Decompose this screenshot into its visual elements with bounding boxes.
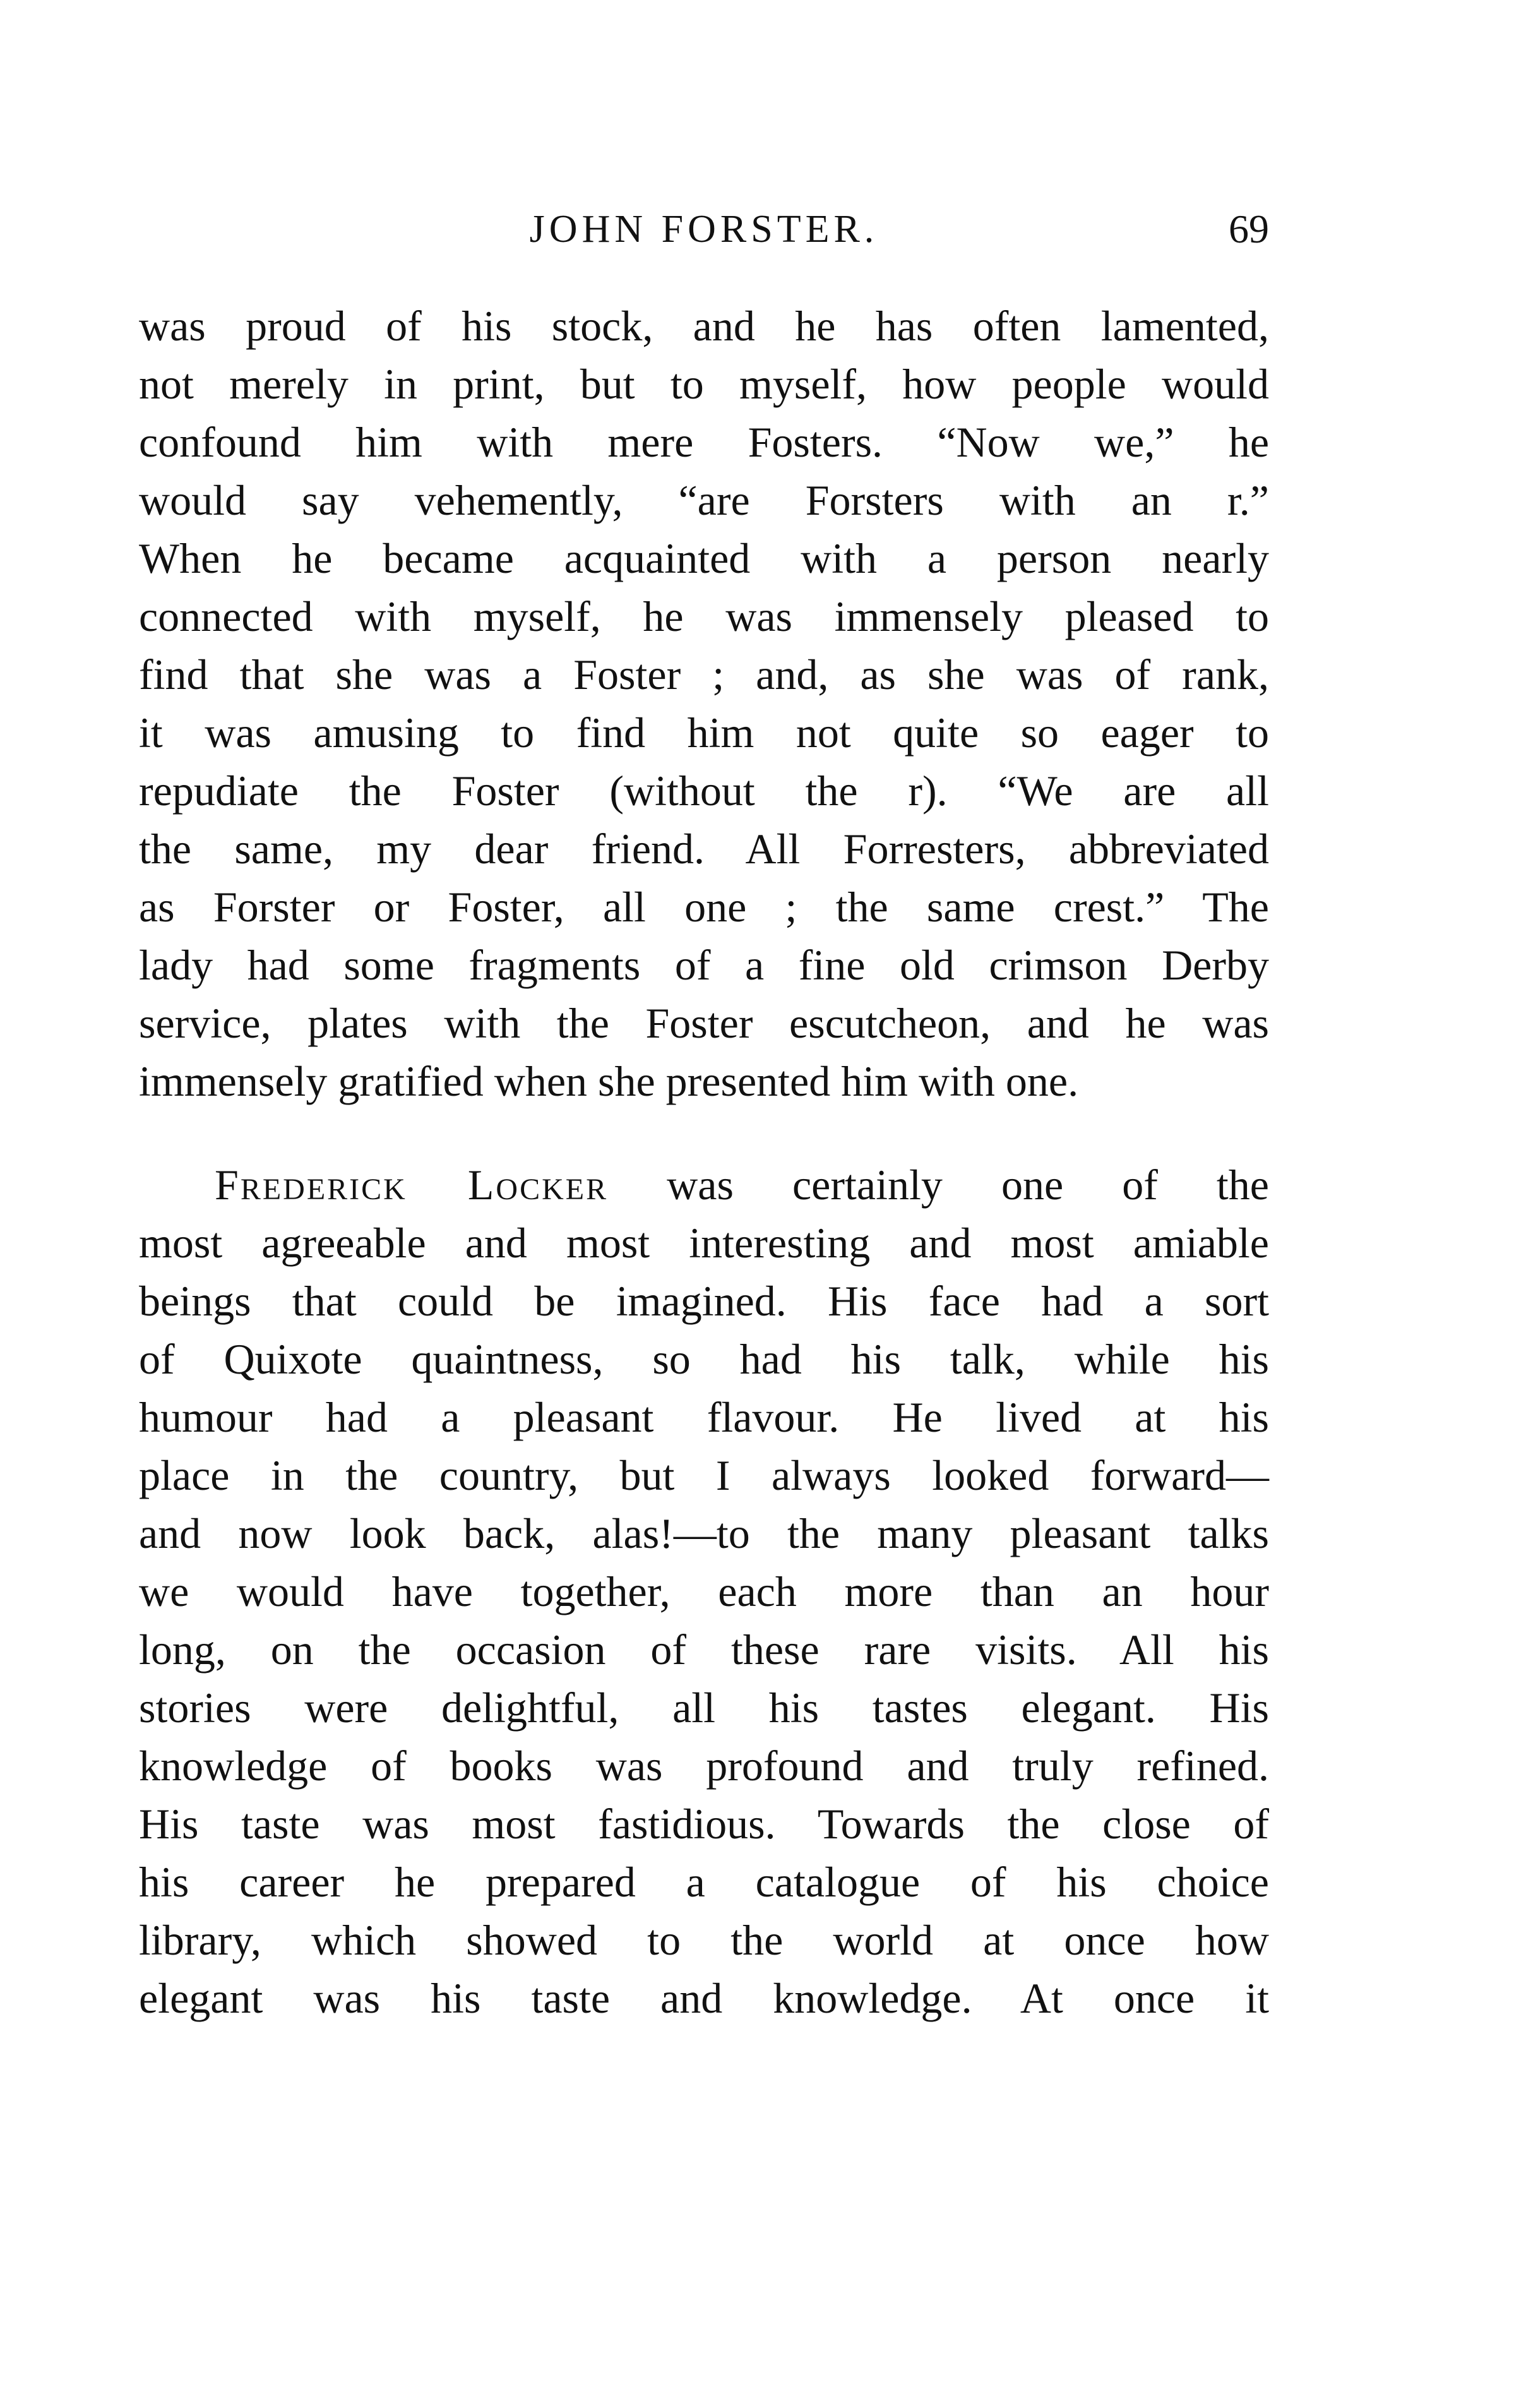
text-line: most agreeable and most interesting and most amiable <box>139 1219 1269 1267</box>
text-line: When he became acquainted with a person nearly <box>139 534 1269 582</box>
text-line: lady had some fragments of a fine old crimson Derby <box>139 941 1269 989</box>
text-line: service, plates with the Foster escutcheon, and he was <box>139 999 1269 1047</box>
paragraph-forster <box>139 297 1269 1110</box>
text-line: we would have together, each more than an hour <box>139 1567 1269 1615</box>
text-line: His taste was most fastidious. Towards the close of <box>139 1800 1269 1848</box>
page-number: 69 <box>1229 207 1269 251</box>
text-line: beings that could be imagined. His face had a sort <box>139 1277 1269 1325</box>
text-line: confound him with mere Fosters. “Now we,” he <box>139 418 1269 466</box>
paragraph-locker <box>139 1156 1269 2027</box>
text-line: long, on the occasion of these rare visits. All his <box>139 1626 1269 1674</box>
text-line: connected with myself, he was immensely pleased to <box>139 592 1269 640</box>
text-line: and now look back, alas!—to the many pleasant talks <box>139 1509 1269 1557</box>
text-line: the same, my dear friend. All Forresters, abbreviated <box>139 825 1269 873</box>
text-line: library, which showed to the world at once how <box>139 1916 1269 1964</box>
text-line: it was amusing to find him not quite so eager to <box>139 709 1269 757</box>
lead-name: Frederick Locker <box>215 1161 609 1209</box>
text-line: repudiate the Foster (without the r). “We are all <box>139 767 1269 815</box>
text-line: stories were delightful, all his tastes elegant. His <box>139 1684 1269 1732</box>
text-line: his career he prepared a catalogue of his choice <box>139 1858 1269 1906</box>
text-line: humour had a pleasant flavour. He lived at his <box>139 1393 1269 1441</box>
text-line <box>139 1156 1269 1214</box>
text-line: would say vehemently, “are Forsters with an r.” <box>139 476 1269 524</box>
text-line: knowledge of books was profound and truly refined. <box>139 1742 1269 1790</box>
running-title: JOHN FORSTER. <box>529 208 879 251</box>
text-line: elegant was his taste and knowledge. At once it <box>139 1974 1269 2022</box>
text-line: find that she was a Foster ; and, as she was of rank, <box>139 650 1269 698</box>
text-fragment: was certainly one of the <box>608 1161 1269 1209</box>
text-line: of Quixote quaintness, so had his talk, while his <box>139 1335 1269 1383</box>
text-line: as Forster or Foster, all one ; the same crest.” The <box>139 883 1269 931</box>
text-line: was proud of his stock, and he has often lamented, <box>139 302 1269 350</box>
text-line: place in the country, but I always looked forward— <box>139 1451 1269 1499</box>
text-line: immensely gratified when she presented him with one. <box>139 1057 1079 1105</box>
running-head <box>139 201 1269 258</box>
text-line: not merely in print, but to myself, how people would <box>139 360 1269 408</box>
